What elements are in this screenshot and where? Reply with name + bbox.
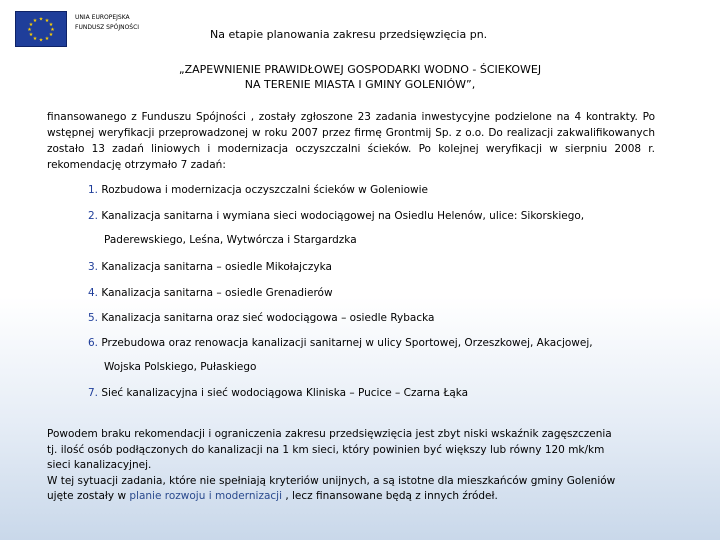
line5-end: , lecz finansowane będą z innych źródeł. xyxy=(282,490,498,502)
paragraph-financing: finansowanego z Funduszu Spójności , zostały zgłoszone 23 zadania inwestycyjne podzielone na 4 kontrakty. Po wstępnej weryfikacji przeprowadzonej w roku 2007 przez firmę Grontmij Sp. z o.o. Do realizacji zakwalifikowanych zostało 13 zadań liniowych i modernizacja oczyszczalni ścieków. Po kolejnej weryfikacji w sierpniu 2008 r. rekomendację otrzymało 7 zadań: xyxy=(47,111,655,171)
project-title xyxy=(60,62,660,92)
svg-text:★: ★ xyxy=(44,18,50,24)
task-text-continuation: Wojska Polskiego, Pułaskiego xyxy=(104,361,257,373)
task-number: 4. xyxy=(88,287,99,299)
svg-text:★: ★ xyxy=(32,18,38,24)
svg-text:★: ★ xyxy=(48,32,54,38)
task-number: 5. xyxy=(88,312,99,324)
svg-text:★: ★ xyxy=(28,22,34,28)
task-text: Kanalizacja sanitarna i wymiana sieci wodociągowej na Osiedlu Helenów, ulice: Sikorskiego, xyxy=(98,210,585,222)
paragraph-reason-line3: sieci kanalizacyjnej. xyxy=(47,459,152,471)
task-text-continuation: Paderewskiego, Leśna, Wytwórcza i Stargardzka xyxy=(104,234,357,246)
svg-text:★: ★ xyxy=(38,16,44,23)
task-number: 2. xyxy=(88,210,99,222)
task-text: Kanalizacja sanitarna – osiedle Mikołajczyka xyxy=(98,261,332,273)
svg-text:★: ★ xyxy=(32,36,38,42)
task-number: 7. xyxy=(88,387,99,399)
task-item xyxy=(88,261,332,273)
task-item xyxy=(88,210,585,246)
project-title-line2: NA TERENIE MIASTA I GMINY GOLENIÓW”, xyxy=(244,78,476,91)
svg-text:★: ★ xyxy=(50,27,55,33)
development-plan-phrase: planie rozwoju i modernizacji xyxy=(129,490,282,502)
eu-caption-line2: FUNDUSZ SPÓJNOŚCI xyxy=(75,24,140,31)
paragraph-reason-line2: tj. ilość osób podłączonych do kanalizacji na 1 km sieci, który powinien być większy lub równy 120 mk/km xyxy=(47,443,605,456)
svg-text:★: ★ xyxy=(27,27,32,33)
task-item xyxy=(88,184,428,196)
paragraph-reason xyxy=(47,427,657,505)
task-text: Kanalizacja sanitarna oraz sieć wodociągowa – osiedle Rybacka xyxy=(98,312,435,324)
eu-flag-icon xyxy=(15,11,67,47)
svg-text:★: ★ xyxy=(38,37,44,44)
task-text: Sieć kanalizacyjna i sieć wodociągowa Kliniska – Pucice – Czarna Łąka xyxy=(98,387,469,399)
eu-stars-icon xyxy=(16,12,66,46)
task-number: 3. xyxy=(88,261,99,273)
svg-text:★: ★ xyxy=(44,36,50,42)
paragraph-reason-line1: Powodem braku rekomendacji i ograniczenia zakresu przedsięwzięcia jest zbyt niski wskaźnik zagęszczenia xyxy=(47,428,612,440)
task-item xyxy=(88,387,468,399)
eu-caption-line1: UNIA EUROPEJSKA xyxy=(75,14,130,21)
task-text: Kanalizacja sanitarna – osiedle Grenadierów xyxy=(98,287,333,299)
svg-text:★: ★ xyxy=(28,32,34,38)
eu-caption xyxy=(75,13,185,33)
project-title-line1: „ZAPEWNIENIE PRAWIDŁOWEJ GOSPODARKI WODNO - ŚCIEKOWEJ xyxy=(178,63,542,76)
paragraph-reason-line5 xyxy=(47,489,657,505)
line5-start: ujęte zostały w xyxy=(47,490,130,502)
task-item xyxy=(88,287,333,299)
task-text: Rozbudowa i modernizacja oczyszczalni ścieków w Goleniowie xyxy=(98,184,428,196)
paragraph-reason-line4: W tej sytuacji zadania, które nie spełniają kryteriów unijnych, a są istotne dla mieszkańców gminy Goleniów xyxy=(47,474,616,487)
svg-text:★: ★ xyxy=(48,22,54,28)
task-number: 6. xyxy=(88,337,99,349)
task-number: 1. xyxy=(88,184,99,196)
intro-text: Na etapie planowania zakresu przedsięwzięcia pn. xyxy=(210,28,488,41)
task-item xyxy=(88,312,434,324)
task-text: Przebudowa oraz renowacja kanalizacji sanitarnej w ulicy Sportowej, Orzeszkowej, Akacjowej, xyxy=(98,337,593,349)
task-item xyxy=(88,337,593,373)
